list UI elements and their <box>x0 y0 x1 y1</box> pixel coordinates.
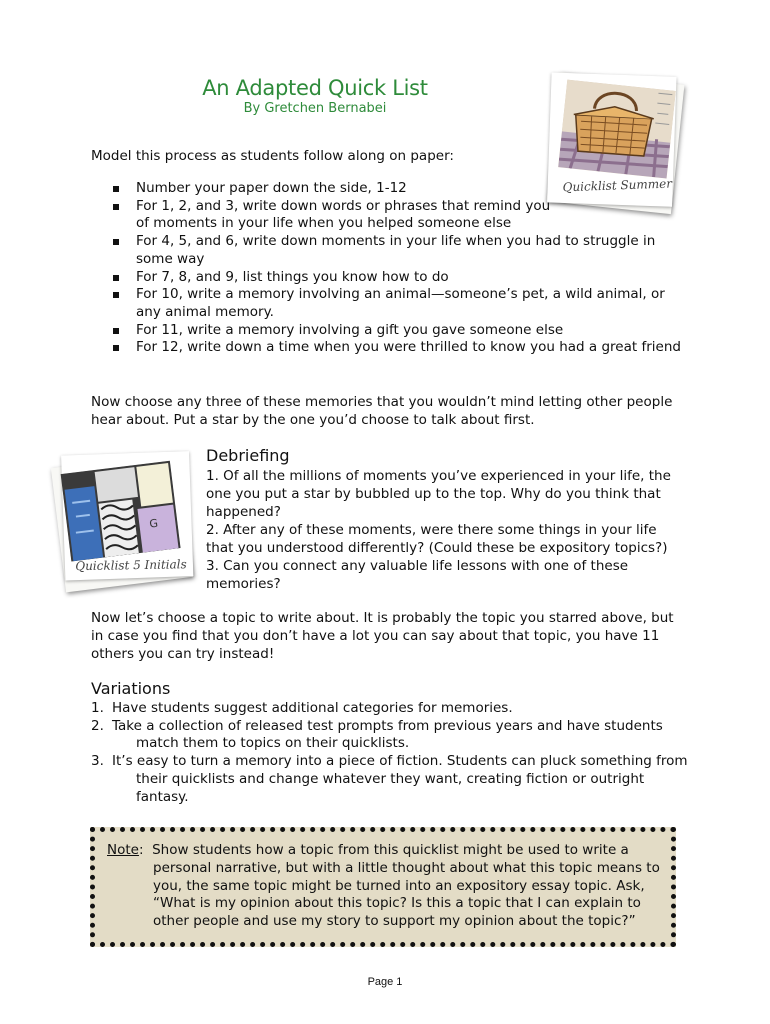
item-text <box>112 753 691 806</box>
item-number: 3. <box>91 753 104 770</box>
page-number: Page 1 <box>367 976 403 988</box>
initials-artwork-image <box>61 461 181 562</box>
list-item: For 11, write a memory involving a gift you gave someone else <box>108 322 688 340</box>
item-text-first: It’s easy to turn a memory into a piece of fiction. Students can pluck something from <box>112 753 688 770</box>
list-item: 3. Can you connect any valuable life lessons with one of these memories? <box>206 558 629 592</box>
item-text-continued: match them to topics on their quicklists. <box>136 735 410 752</box>
author-byline: By Gretchen Bernabei <box>243 101 387 116</box>
list-item <box>91 753 691 806</box>
note-rest-text: personal narrative, but with a little thought about what this topic means to you, the same topic might be turned into an expository essay topic. Ask, “What is my opinion about this topic? Is this a topic that I can explain to other people and use my story to support my opinion about the topic?” <box>153 859 660 930</box>
note-box <box>90 827 676 947</box>
item-text-continued: their quicklists and change whatever they want, creating fiction or outright fantasy. <box>136 770 645 805</box>
list-item: For 4, 5, and 6, write down moments in your life when you had to struggle in some way <box>108 233 688 268</box>
item-number: 1. <box>91 700 104 716</box>
item-number: 2. <box>91 717 104 734</box>
choose-paragraph: Now choose any three of these memories that you wouldn’t mind letting other people hear about. Put a star by the one you’d choose to talk about first. <box>91 394 673 428</box>
intro-text: Model this process as students follow along on paper: <box>91 148 454 164</box>
list-item: For 10, write a memory involving an animal—someone’s pet, a wild animal, or any animal memory. <box>108 286 688 321</box>
steps-list <box>108 180 688 357</box>
note-first-text: Show students how a topic from this quicklist might be used to write a <box>152 842 629 858</box>
item-text-first: Take a collection of released test prompts from previous years and have students <box>112 717 663 734</box>
list-item <box>91 700 691 718</box>
picnic-basket-image <box>558 80 676 179</box>
topic-paragraph: Now let’s choose a topic to write about. It is probably the topic you starred above, but in case you find that you don’t have a lot you can say about that topic, you have 11 others you can try instead! <box>91 610 674 662</box>
item-text-first: Have students suggest additional categories for memories. <box>112 700 513 716</box>
note-first-line: Note: Show students how a topic from this quicklist might be used to write a <box>107 842 629 858</box>
photo-caption-summer: Quicklist Summer <box>562 176 673 195</box>
list-item <box>91 718 691 753</box>
note-content <box>107 842 667 931</box>
list-item: Number your paper down the side, 1-12 <box>108 180 688 198</box>
svg-text:G: G <box>148 516 159 531</box>
photo-caption-initials: Quicklist 5 Initials <box>75 557 187 574</box>
debriefing-heading: Debriefing <box>206 446 290 465</box>
list-item: For 7, 8, and 9, list things you know how to do <box>108 269 688 287</box>
debriefing-list <box>206 467 676 593</box>
document-title: An Adapted Quick List <box>202 76 428 100</box>
list-item: For 12, write down a time when you were thrilled to know you had a great friend <box>108 339 688 357</box>
note-label: Note <box>107 842 139 858</box>
list-item: 1. Of all the millions of moments you’ve experienced in your life, the one you put a star by bubbled up to the top. Why do you think that happened? <box>206 468 671 520</box>
item-text <box>112 700 691 718</box>
list-item: For 1, 2, and 3, write down words or phrases that remind you of moments in your life when you helped someone else <box>108 198 556 233</box>
polaroid-initials <box>51 453 193 593</box>
variations-list <box>91 700 691 806</box>
item-text <box>112 718 691 753</box>
variations-heading: Variations <box>91 679 171 698</box>
list-item: 2. After any of these moments, were there some things in your life that you understood differently? (Could these be expository topics?) <box>206 522 668 556</box>
